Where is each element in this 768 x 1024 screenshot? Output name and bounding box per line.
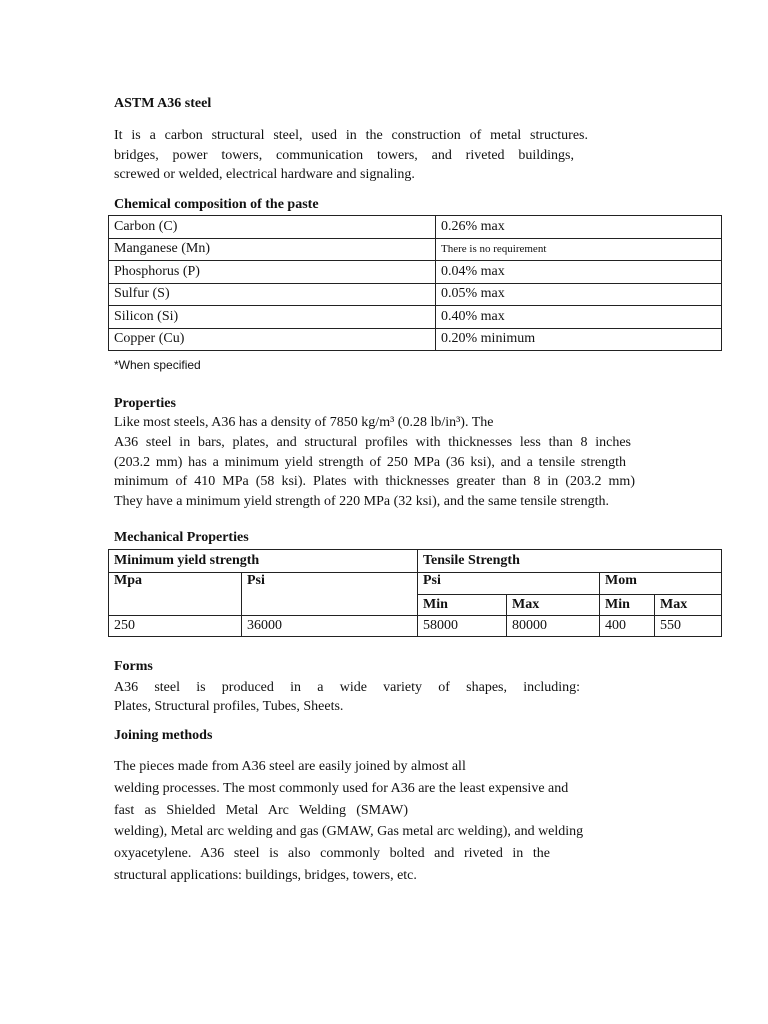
chemical-footnote: *When specified	[114, 358, 201, 372]
mpa-value: 250	[109, 616, 242, 637]
mom-max-value: 550	[655, 616, 722, 637]
table-row	[109, 550, 722, 573]
joining-paragraph	[114, 756, 612, 887]
psi-value: 36000	[242, 616, 418, 637]
properties-paragraph	[114, 413, 634, 512]
forms-line: A36 steel is produced in a wide variety of shapes, including:	[114, 680, 580, 695]
value-cell: There is no requirement	[436, 238, 722, 261]
mom-min-header: Min	[600, 595, 655, 616]
value-cell: 0.04% max	[436, 261, 722, 284]
joining-line: welding), Metal arc welding and gas (GMAW, Gas metal arc welding), and welding	[114, 824, 584, 840]
joining-heading: Joining methods	[114, 728, 213, 743]
mom-max-header: Max	[655, 595, 722, 616]
forms-line: Plates, Structural profiles, Tubes, Sheets.	[114, 699, 344, 714]
joining-line: welding processes. The most commonly used for A36 are the least expensive and	[114, 780, 569, 796]
psi-min-header: Min	[418, 595, 507, 616]
mpa-header: Mpa	[109, 573, 242, 616]
psi-header: Psi	[242, 573, 418, 616]
properties-line: (203.2 mm) has a minimum yield strength of 250 MPa (36 ksi), and a tensile strength	[114, 454, 626, 470]
joining-line: The pieces made from A36 steel are easily joined by almost all	[114, 759, 466, 774]
properties-line: A36 steel in bars, plates, and structural profiles with thicknesses less than 8 inches	[114, 434, 631, 450]
element-cell: Carbon (C)	[109, 216, 436, 239]
forms-paragraph	[114, 678, 580, 716]
document-title: ASTM A36 steel	[114, 96, 212, 111]
value-cell: 0.20% minimum	[436, 328, 722, 351]
element-cell: Silicon (Si)	[109, 306, 436, 329]
element-cell: Phosphorus (P)	[109, 261, 436, 284]
tensile-group-header: Tensile Strength	[418, 550, 722, 573]
psi-max-header: Max	[507, 595, 600, 616]
table-row	[109, 573, 722, 595]
element-cell: Manganese (Mn)	[109, 238, 436, 261]
properties-line: Like most steels, A36 has a density of 7850 kg/m³ (0.28 lb/in³). The	[114, 415, 494, 430]
mom-min-value: 400	[600, 616, 655, 637]
tensile-psi-max-value: 80000	[507, 616, 600, 637]
value-cell: 0.40% max	[436, 306, 722, 329]
yield-group-header: Minimum yield strength	[109, 550, 418, 573]
value-cell: 0.05% max	[436, 283, 722, 306]
properties-line: They have a minimum yield strength of 220 MPa (32 ksi), and the same tensile strength.	[114, 494, 609, 510]
intro-paragraph	[114, 126, 588, 185]
element-cell: Copper (Cu)	[109, 328, 436, 351]
intro-line: bridges, power towers, communication towers, and riveted buildings,	[114, 147, 574, 163]
properties-heading: Properties	[114, 396, 176, 411]
value-cell: 0.26% max	[436, 216, 722, 239]
joining-line: fast as Shielded Metal Arc Welding (SMAW)	[114, 802, 408, 818]
mom-header: Mom	[600, 573, 722, 595]
chemical-heading: Chemical composition of the paste	[114, 197, 319, 212]
table-row	[109, 238, 722, 261]
table-row	[109, 328, 722, 351]
table-row	[109, 216, 722, 239]
forms-heading: Forms	[114, 659, 153, 674]
intro-line: It is a carbon structural steel, used in the construction of metal structures.	[114, 128, 588, 143]
joining-line: structural applications: buildings, bridges, towers, etc.	[114, 867, 417, 883]
tensile-psi-min-value: 58000	[418, 616, 507, 637]
table-row	[109, 306, 722, 329]
tensile-psi-header: Psi	[418, 573, 600, 595]
joining-line: oxyacetylene. A36 steel is also commonly bolted and riveted in the	[114, 846, 550, 862]
mechanical-heading: Mechanical Properties	[114, 530, 249, 545]
mechanical-properties-table	[108, 549, 722, 637]
table-row	[109, 616, 722, 637]
chemical-composition-table	[108, 215, 722, 351]
element-cell: Sulfur (S)	[109, 283, 436, 306]
properties-line: minimum of 410 MPa (58 ksi). Plates with thicknesses greater than 8 in (203.2 mm)	[114, 474, 635, 490]
table-row	[109, 261, 722, 284]
intro-line: screwed or welded, electrical hardware and signaling.	[114, 167, 415, 182]
table-row	[109, 283, 722, 306]
